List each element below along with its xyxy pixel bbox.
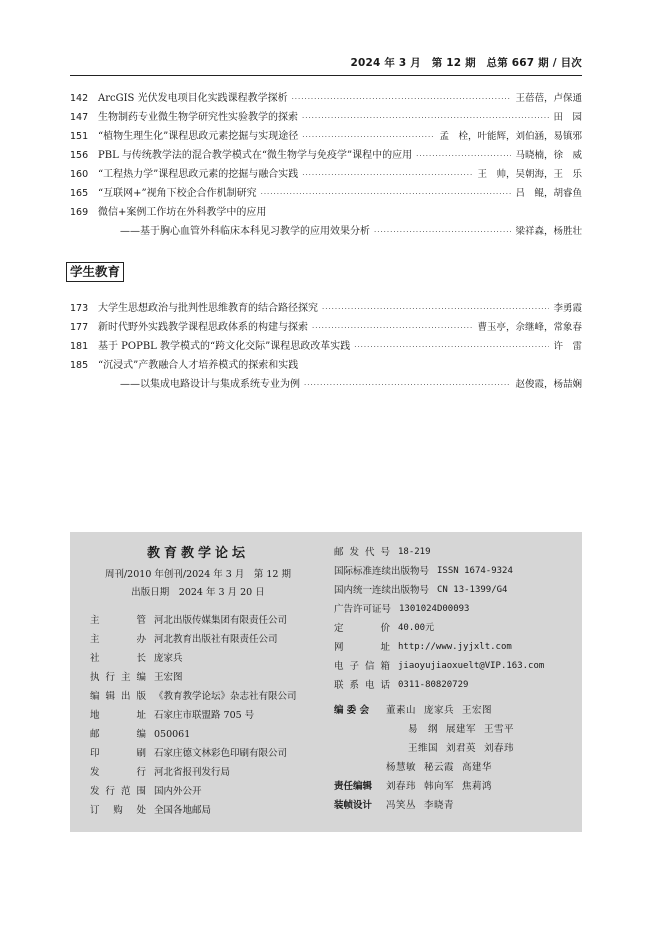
- toc-entry: [70, 203, 582, 222]
- toc-leader-dots: [322, 300, 549, 319]
- editorial-member: 杨慧敏: [386, 762, 417, 773]
- toc-page-number: 151: [70, 131, 89, 142]
- editorial-label-spacer: [334, 758, 386, 777]
- toc-article-title: “工程热力学”课程思政元素的挖掘与融合实践: [98, 169, 299, 180]
- info-field-value: 庞家兵: [154, 653, 183, 664]
- info-field-label: 发行范围: [90, 786, 146, 797]
- info-field-label: 发 行: [90, 767, 146, 778]
- info-field-value: jiaoyujiaoxuelt@VIP.163.com: [398, 661, 545, 671]
- info-field: [334, 600, 574, 619]
- info-field-value: 18-219: [398, 547, 431, 557]
- toc-entry: [70, 299, 582, 318]
- page-header: 2024 年 3 月 第 12 期 总第 667 期 / 目次: [350, 57, 582, 69]
- toc-entry: [70, 108, 582, 127]
- toc-list-bottom: [70, 299, 582, 394]
- toc-entry: [70, 89, 582, 108]
- info-field: [90, 630, 320, 649]
- editorial-member: 秘云霞: [424, 762, 455, 773]
- toc-page-number: 177: [70, 322, 89, 333]
- info-left-column: [90, 611, 320, 820]
- publish-date: 出版日期 2024 年 3 月 20 日: [131, 587, 265, 598]
- info-field-value: CN 13-1399/G4: [437, 585, 508, 595]
- toc-article-title: ArcGIS 光伏发电项目化实践课程教学探析: [98, 93, 288, 104]
- toc-page-number: 160: [70, 169, 89, 180]
- toc-leader-dots: [302, 109, 549, 128]
- info-field-value: 40.00元: [398, 623, 435, 633]
- info-field-label: 邮发代号: [334, 547, 390, 558]
- info-field-label: 编辑出版: [90, 691, 146, 702]
- info-field-label: 广告许可证号: [334, 604, 392, 615]
- info-field-value: 全国各地邮局: [154, 805, 212, 816]
- info-field: [90, 687, 320, 706]
- toc-authors: 赵俊霞，杨喆娴: [515, 379, 582, 390]
- toc-entry: [70, 318, 582, 337]
- toc-page-number: 185: [70, 360, 89, 371]
- toc-authors: 王 帅，吴朝海，王 乐: [477, 169, 582, 180]
- toc-leader-dots: [416, 147, 511, 166]
- toc-leader-dots: [261, 185, 512, 204]
- journal-title: 教育教学论坛: [146, 546, 249, 561]
- info-field-label: 邮 编: [90, 729, 146, 740]
- toc-entry: [70, 165, 582, 184]
- editorial-member: 刘春玮: [484, 743, 515, 754]
- toc-entry: [70, 184, 582, 203]
- info-field-value: 河北省报刊发行局: [154, 767, 231, 778]
- editorial-label-spacer: [334, 739, 386, 758]
- info-field: [90, 725, 320, 744]
- editor-name: 刘春玮: [386, 781, 417, 792]
- toc-entry: [70, 222, 582, 241]
- toc-entry: [70, 127, 582, 146]
- editorial-label-spacer: [334, 720, 386, 739]
- toc-authors: 许 雷: [553, 341, 582, 352]
- designer-name: 冯笑丛: [386, 800, 417, 811]
- editorial-member: 刘君英: [446, 743, 477, 754]
- info-field: [90, 668, 320, 687]
- toc-subtitle: ——以集成电路设计与集成系统专业为例: [120, 379, 300, 390]
- toc-article-title: 微信+案例工作坊在外科教学中的应用: [98, 207, 267, 218]
- journal-info-box: [70, 532, 582, 832]
- toc-page-number: 181: [70, 341, 89, 352]
- info-field-value: ISSN 1674-9324: [437, 566, 513, 576]
- info-field: [90, 763, 320, 782]
- toc-article-title: “植物生理生化”课程思政元素挖掘与实现途径: [98, 131, 299, 142]
- info-field-label: 地 址: [90, 710, 146, 721]
- toc-article-title: 大学生思想政治与批判性思维教育的结合路径探究: [98, 303, 318, 314]
- info-field-value: 0311-80820729: [398, 680, 469, 690]
- editorial-member: 易 纲: [408, 724, 439, 735]
- toc-entry: [70, 146, 582, 165]
- info-field-label: 主 办: [90, 634, 146, 645]
- toc-leader-dots: [302, 128, 435, 147]
- design-credit: 装帧设计 冯笑丛 李晓青: [334, 796, 574, 815]
- info-field: [90, 744, 320, 763]
- responsible-editor: 责任编辑 刘春玮 韩向军 焦莉鸿: [334, 777, 574, 796]
- info-field-value: 王宏图: [154, 672, 183, 683]
- toc-page-number: 173: [70, 303, 89, 314]
- editorial-row: [334, 758, 574, 777]
- info-field-label: 国内统一连续出版物号: [334, 585, 430, 596]
- toc-page-number: 165: [70, 188, 89, 199]
- info-field-value: 河北出版传媒集团有限责任公司: [154, 615, 288, 626]
- info-field-label: 定 价: [334, 623, 390, 634]
- editorial-member: 董素山: [386, 705, 417, 716]
- toc-entry: [70, 337, 582, 356]
- info-field-value: 石家庄市联盟路 705 号: [154, 710, 255, 721]
- section-label: 学生教育: [66, 262, 124, 282]
- editorial-member: 王维国: [408, 743, 439, 754]
- info-field: [90, 801, 320, 820]
- toc-article-title: “沉浸式”产教融合人才培养模式的探索和实践: [98, 360, 299, 371]
- info-field: [334, 657, 574, 676]
- toc-leader-dots: [312, 319, 473, 338]
- toc-article-title: “互联网+”视角下校企合作机制研究: [98, 188, 257, 199]
- toc-authors: 孟 栓，叶能辉，刘伯涵，易镇邪: [439, 131, 582, 142]
- info-field-label: 印 刷: [90, 748, 146, 759]
- info-field: [90, 782, 320, 801]
- toc-page-number: 169: [70, 207, 89, 218]
- journal-frequency: 周刊/2010 年创刊/2024 年 3 月 第 12 期: [104, 569, 291, 580]
- editorial-board: [334, 701, 574, 777]
- editor-name: 韩向军: [424, 781, 455, 792]
- editorial-row: [334, 720, 574, 739]
- toc-authors: 曹玉亭，佘继峰，常象春: [477, 322, 582, 333]
- toc-list-top: [70, 89, 582, 241]
- info-field: [334, 619, 574, 638]
- info-field: [90, 706, 320, 725]
- toc-authors: 田 园: [553, 112, 582, 123]
- info-field-value: 石家庄德文林彩色印刷有限公司: [154, 748, 288, 759]
- info-field-label: 网 址: [334, 642, 390, 653]
- editorial-member: 王雪平: [484, 724, 515, 735]
- info-field-label: 电子信箱: [334, 661, 390, 672]
- toc-authors: 吕 鲲，胡睿鱼: [515, 188, 582, 199]
- info-field-value: 050061: [154, 729, 191, 740]
- designer-name: 李晓青: [424, 800, 455, 811]
- toc-authors: 马晓楠，徐 威: [515, 150, 582, 161]
- toc-leader-dots: [304, 376, 511, 395]
- info-field: [334, 638, 574, 657]
- info-field-value: 河北教育出版社有限责任公司: [154, 634, 278, 645]
- toc-leader-dots: [374, 223, 511, 242]
- info-field: [334, 581, 574, 600]
- toc-page-number: 142: [70, 93, 89, 104]
- toc-article-title: 基于 POPBL 教学模式的“跨文化交际”课程思政改革实践: [98, 341, 351, 352]
- editorial-member: 王宏图: [462, 705, 493, 716]
- info-field-value: 1301024D00093: [399, 604, 470, 614]
- editorial-member: 庞家兵: [424, 705, 455, 716]
- toc-page-number: 147: [70, 112, 89, 123]
- info-field: [334, 676, 574, 695]
- info-field-value: 国内外公开: [154, 786, 202, 797]
- info-field: [334, 543, 574, 562]
- toc-subtitle: ——基于胸心血管外科临床本科见习教学的应用效果分析: [120, 226, 370, 237]
- info-field-label: 执行主编: [90, 672, 146, 683]
- info-field-label: 联系电话: [334, 680, 390, 691]
- editorial-member: 高建华: [462, 762, 493, 773]
- header-rule: [70, 75, 582, 76]
- toc-article-title: 新时代野外实践教学课程思政体系的构建与探索: [98, 322, 308, 333]
- toc-page-number: 156: [70, 150, 89, 161]
- info-field-label: 订 购 处: [90, 805, 146, 816]
- toc-authors: 梁祥森，杨胜壮: [515, 226, 582, 237]
- toc-leader-dots: [302, 166, 473, 185]
- info-field: [90, 611, 320, 630]
- info-field: [90, 649, 320, 668]
- editorial-row: [334, 739, 574, 758]
- info-field-label: 主 管: [90, 615, 146, 626]
- info-field-value: 《教育教学论坛》杂志社有限公司: [154, 691, 297, 702]
- toc-authors: 李勇霞: [553, 303, 582, 314]
- info-field: [334, 562, 574, 581]
- editorial-row: [334, 701, 574, 720]
- toc-article-title: PBL 与传统教学法的混合教学模式在“微生物学与免疫学”课程中的应用: [98, 150, 413, 161]
- info-field-label: 社 长: [90, 653, 146, 664]
- info-field-label: 国际标准连续出版物号: [334, 566, 430, 577]
- info-field-value: http://www.jyjxlt.com: [398, 642, 512, 652]
- toc-authors: 王蓓蓓，卢保通: [515, 93, 582, 104]
- toc-entry: [70, 356, 582, 375]
- toc-leader-dots: [292, 90, 512, 109]
- info-right-column: [334, 543, 574, 815]
- toc-leader-dots: [354, 338, 549, 357]
- editorial-member: 展建军: [446, 724, 477, 735]
- toc-article-title: 生物制药专业微生物学研究性实验教学的探索: [98, 112, 298, 123]
- toc-entry: [70, 375, 582, 394]
- editor-name: 焦莉鸿: [462, 781, 493, 792]
- editorial-label: 编 委 会: [334, 705, 370, 716]
